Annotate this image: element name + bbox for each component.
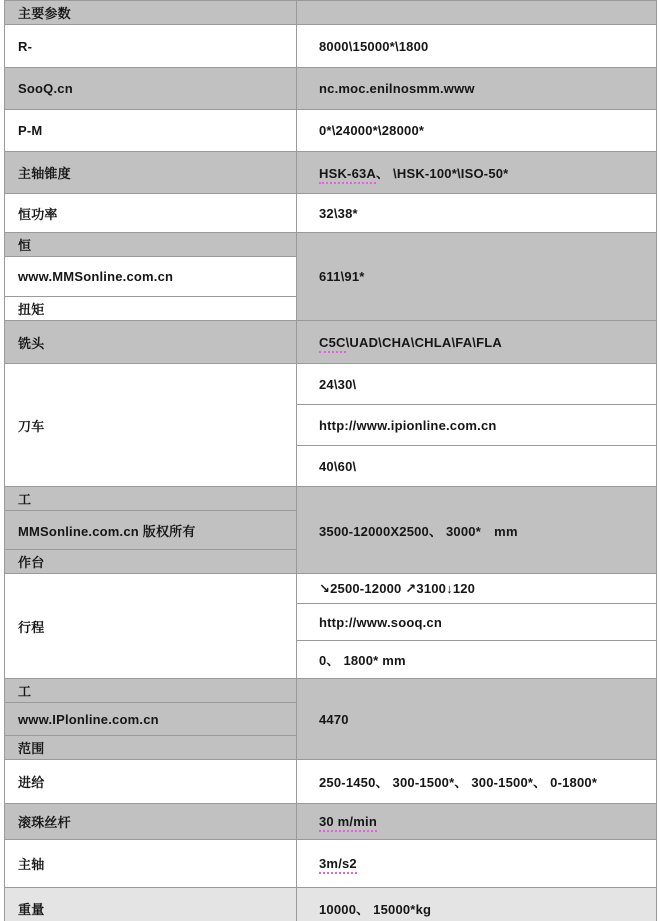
param-label-part: 扭矩 — [5, 297, 297, 321]
watermark-value: http://www.sooq.cn — [297, 604, 657, 641]
table-row — [5, 487, 657, 511]
param-label: 滚珠丝杆 — [5, 804, 297, 840]
param-value-merged: 3500-12000X2500、 3000* mm — [297, 487, 657, 574]
table-row — [5, 152, 657, 194]
param-value: 0、 1800* mm — [297, 641, 657, 679]
param-label: 进给 — [5, 760, 297, 804]
table-row — [5, 68, 657, 110]
table-row — [5, 760, 657, 804]
param-label-part: 恒 — [5, 233, 297, 257]
table-row — [5, 679, 657, 703]
param-label: R- — [5, 25, 297, 68]
param-value-merged: 4470 — [297, 679, 657, 760]
spec-table — [4, 0, 657, 921]
table-row — [5, 804, 657, 840]
param-value — [297, 840, 657, 888]
spellcheck-underline: HSK-63A — [319, 166, 376, 184]
param-label: 铣头 — [5, 321, 297, 364]
table-row — [5, 888, 657, 921]
param-value — [297, 321, 657, 364]
spellcheck-underline: C5C — [319, 335, 346, 353]
watermark-value: nc.moc.enilnosmm.www — [297, 68, 657, 110]
param-label-merged: 行程 — [5, 574, 297, 679]
param-label-part: 工 — [5, 487, 297, 511]
param-value: 10000、 15000*kg — [297, 888, 657, 921]
table-row — [5, 364, 657, 405]
table-row — [5, 321, 657, 364]
watermark-label: www.MMSonline.com.cn — [5, 257, 297, 297]
table-row — [5, 194, 657, 233]
param-value: 24\30\ — [297, 364, 657, 405]
param-label-merged: 刀车 — [5, 364, 297, 487]
table-row — [5, 25, 657, 68]
table-row — [5, 110, 657, 152]
watermark-label: MMSonline.com.cn 版权所有 — [5, 511, 297, 550]
table-row — [5, 1, 657, 25]
param-label: 主轴锥度 — [5, 152, 297, 194]
table-row — [5, 233, 657, 257]
watermark-value: http://www.ipionline.com.cn — [297, 405, 657, 446]
table-row — [5, 840, 657, 888]
param-value: 40\60\ — [297, 446, 657, 487]
header-value — [297, 1, 657, 25]
param-value: 32\38* — [297, 194, 657, 233]
param-value: ↘2500-12000 ↗3100↓120 — [297, 574, 657, 604]
spellcheck-underline: 3m/s2 — [319, 856, 357, 874]
param-label-part: 工 — [5, 679, 297, 703]
header-label: 主要参数 — [5, 1, 297, 25]
table-row — [5, 574, 657, 604]
spellcheck-underline: 30 m/min — [319, 814, 377, 832]
param-label-part: 范围 — [5, 736, 297, 760]
param-label: P-M — [5, 110, 297, 152]
param-label-part: 作台 — [5, 550, 297, 574]
param-value — [297, 152, 657, 194]
param-value — [297, 804, 657, 840]
watermark-label: SooQ.cn — [5, 68, 297, 110]
param-label: 恒功率 — [5, 194, 297, 233]
param-value: 0*\24000*\28000* — [297, 110, 657, 152]
param-value-merged: 611\91* — [297, 233, 657, 321]
param-label: 主轴 — [5, 840, 297, 888]
param-label: 重量 — [5, 888, 297, 921]
param-value: 8000\15000*\1800 — [297, 25, 657, 68]
watermark-label: www.IPlonline.com.cn — [5, 703, 297, 736]
param-value-rest: \UAD\CHA\CHLA\FA\FLA — [345, 334, 502, 350]
param-value: 250-1450、 300-1500*、 300-1500*、 0-1800* — [297, 760, 657, 804]
param-value-rest: 、 \HSK-100*\ISO-50* — [376, 166, 509, 181]
